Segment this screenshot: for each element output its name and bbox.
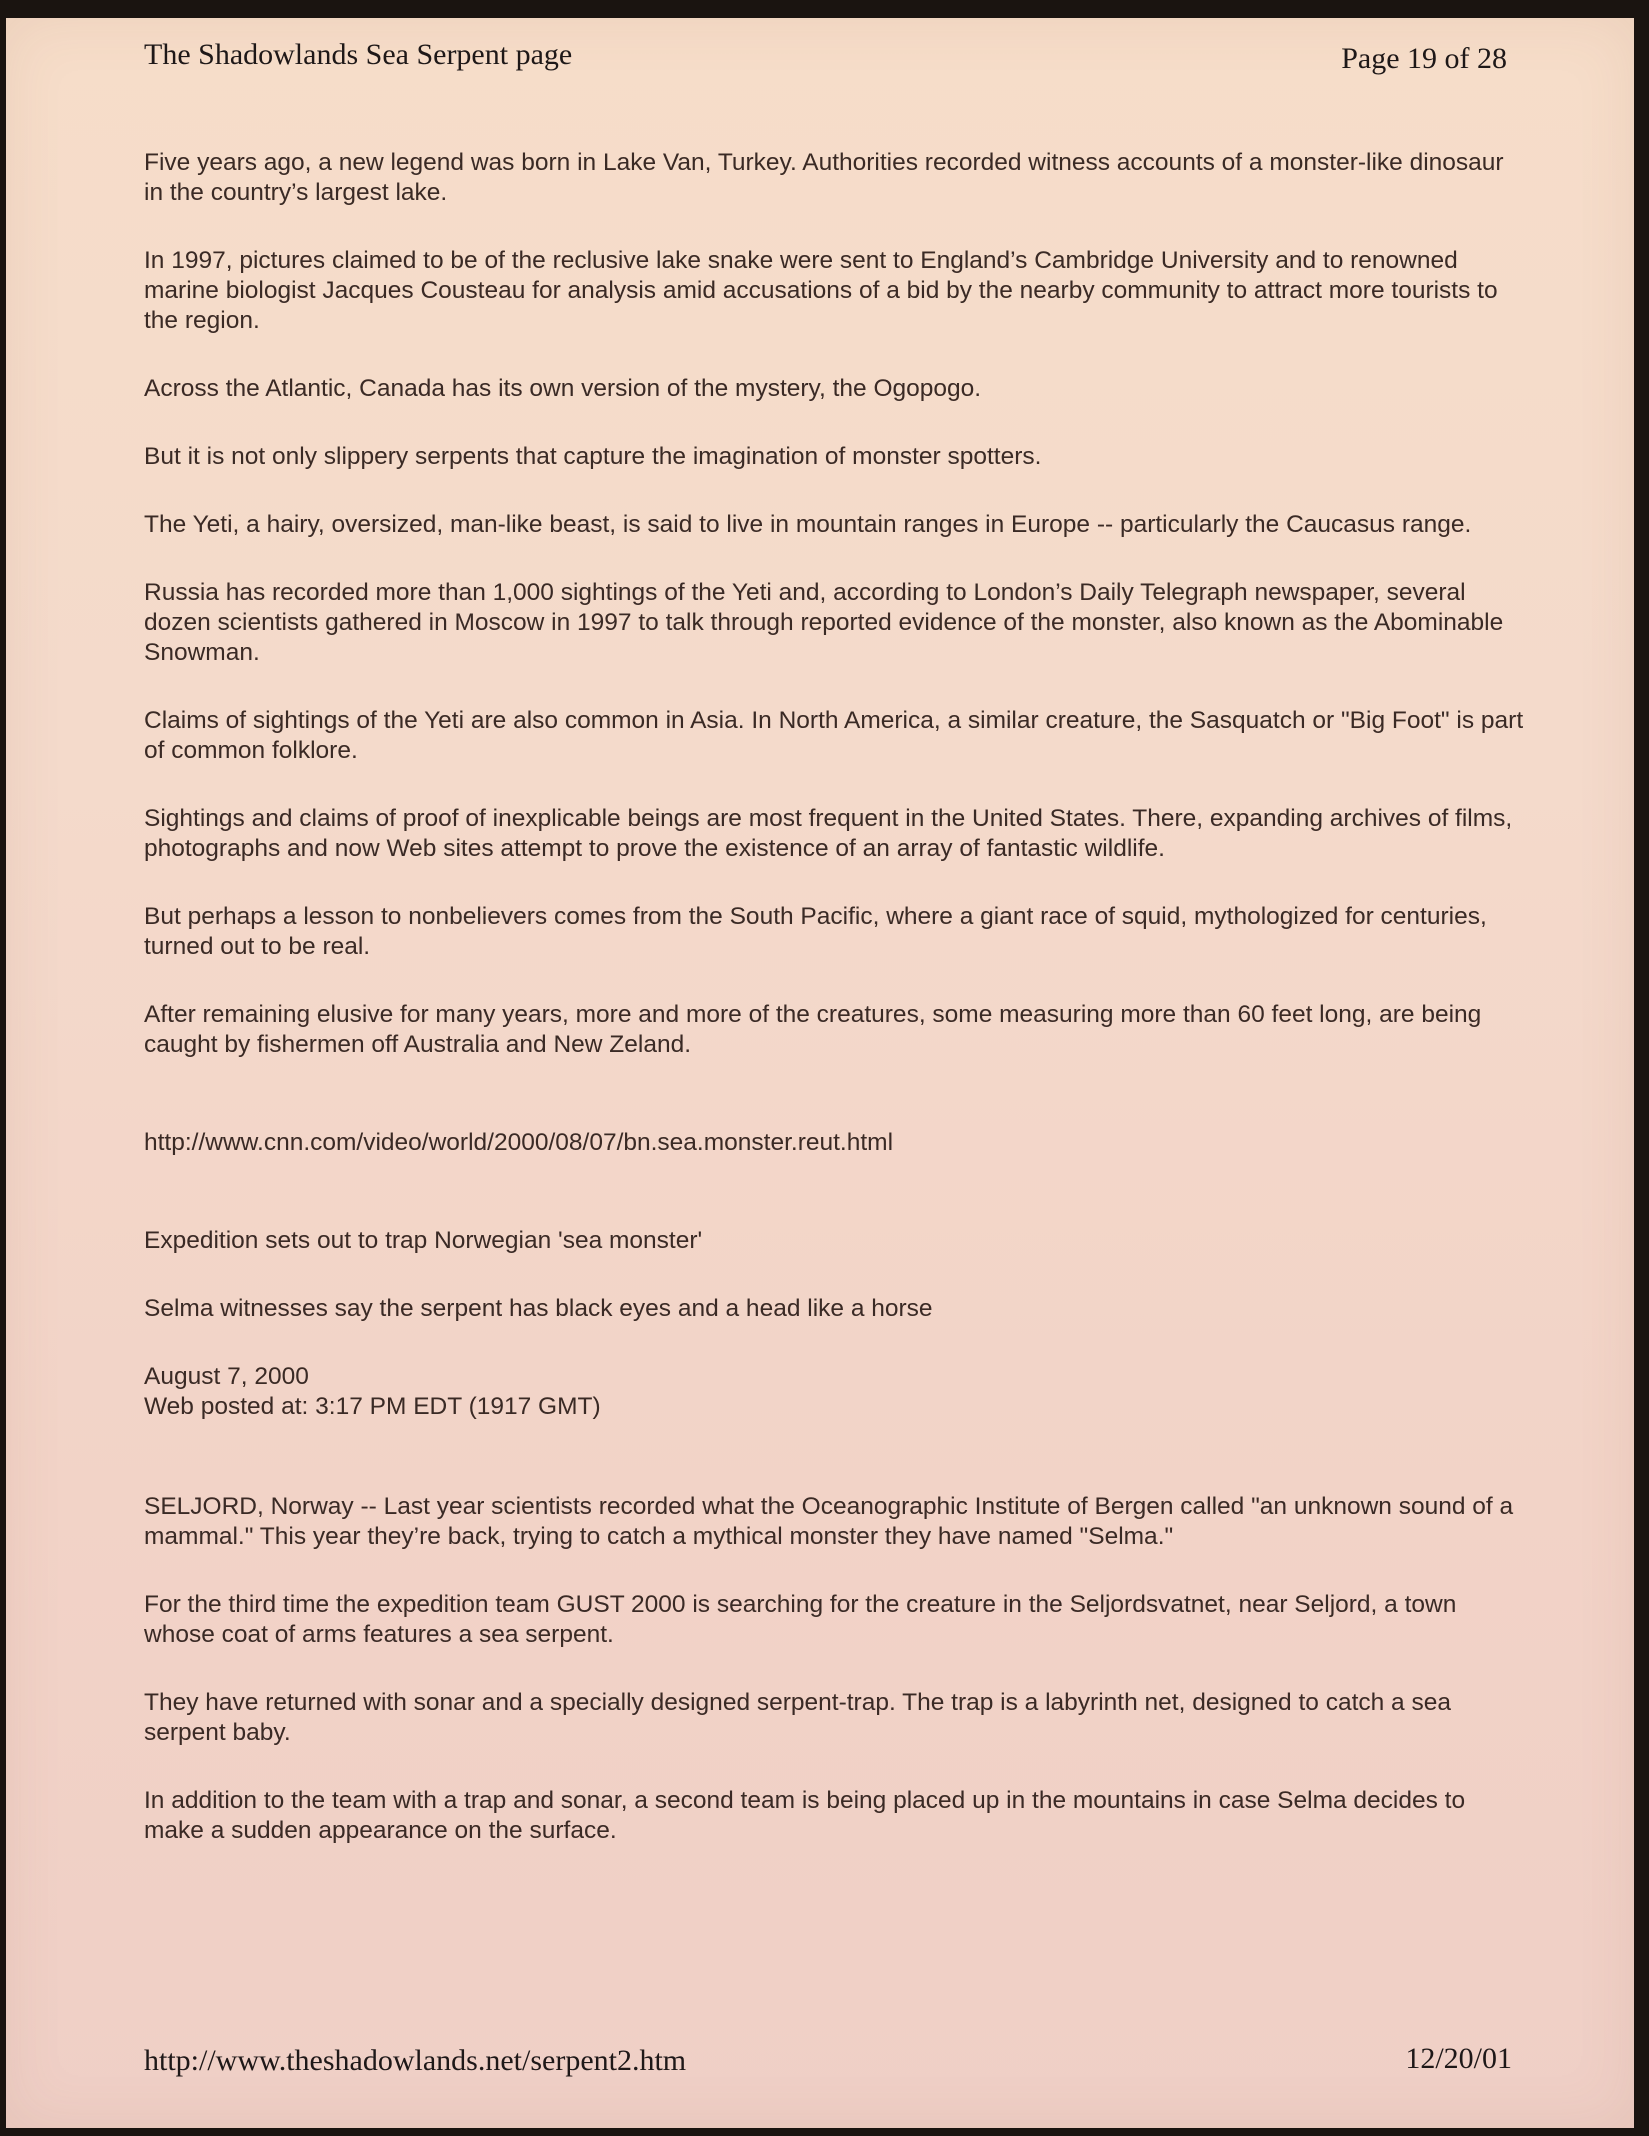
page-header-title: The Shadowlands Sea Serpent page xyxy=(144,38,573,71)
paragraph: The Yeti, a hairy, oversized, man-like beast, is said to live in mountain ranges in Europe -- particularly the Caucasus range. xyxy=(144,511,1472,538)
article-paragraph: They have returned with sonar and a specially designed serpent-trap. The trap is a labyrinth net, designed to catch a sea serpent baby. xyxy=(144,1689,1451,1746)
article-paragraph: In addition to the team with a trap and sonar, a second team is being placed up in the mountains in case Selma decides to make a sudden appearance on the surface. xyxy=(144,1787,1466,1844)
article-dateline xyxy=(144,1362,1524,1422)
article-paragraph: SELJORD, Norway -- Last year scientists recorded what the Oceanographic Institute of Bergen called "an unknown sound of a mammal." This year they’re back, trying to catch a mythical monster they have named "Selma." xyxy=(144,1493,1514,1550)
paragraph: But it is not only slippery serpents that capture the imagination of monster spotters. xyxy=(144,443,1042,470)
article-headline: Expedition sets out to trap Norwegian 'sea monster' xyxy=(144,1227,703,1254)
paragraph: Claims of sightings of the Yeti are also common in Asia. In North America, a similar creature, the Sasquatch or "Big Foot" is part of common folklore. xyxy=(144,707,1524,764)
article-date: August 7, 2000 xyxy=(144,1363,309,1390)
paragraph: But perhaps a lesson to nonbelievers comes from the South Pacific, where a giant race of squid, mythologized for centuries, turned out to be real. xyxy=(144,903,1487,960)
article-subheadline: Selma witnesses say the serpent has black eyes and a head like a horse xyxy=(144,1295,933,1322)
paragraph: Five years ago, a new legend was born in Lake Van, Turkey. Authorities recorded witness accounts of a monster-like dinosaur in the country’s largest lake. xyxy=(144,149,1504,206)
document-page xyxy=(6,18,1634,2128)
page-number: Page 19 of 28 xyxy=(1341,42,1507,75)
paragraph: Russia has recorded more than 1,000 sightings of the Yeti and, according to London’s Daily Telegraph newspaper, several dozen scientists gathered in Moscow in 1997 to talk through reported evidence of the monster, also known as the Abominable Snowman. xyxy=(144,579,1504,666)
page-content xyxy=(144,148,1524,1884)
source-url: http://www.cnn.com/video/world/2000/08/07/bn.sea.monster.reut.html xyxy=(144,1129,894,1156)
footer-date: 12/20/01 xyxy=(1405,2042,1512,2075)
paragraph: After remaining elusive for many years, more and more of the creatures, some measuring more than 60 feet long, are being caught by fishermen off Australia and New Zeland. xyxy=(144,1001,1482,1058)
article-paragraph: For the third time the expedition team GUST 2000 is searching for the creature in the Seljordsvatnet, near Seljord, a town whose coat of arms features a sea serpent. xyxy=(144,1591,1457,1648)
paragraph: Across the Atlantic, Canada has its own version of the mystery, the Ogopogo. xyxy=(144,375,982,402)
paragraph: In 1997, pictures claimed to be of the reclusive lake snake were sent to England’s Cambridge University and to renowned marine biologist Jacques Cousteau for analysis amid accusations of a bid by the nearby community to attract more tourists to the region. xyxy=(144,247,1498,334)
paragraph: Sightings and claims of proof of inexplicable beings are most frequent in the United States. There, expanding archives of films, photographs and now Web sites attempt to prove the existence of an array of fantastic wildlife. xyxy=(144,805,1513,862)
footer-url: http://www.theshadowlands.net/serpent2.htm xyxy=(144,2044,687,2077)
article-posted-time: Web posted at: 3:17 PM EDT (1917 GMT) xyxy=(144,1393,601,1420)
